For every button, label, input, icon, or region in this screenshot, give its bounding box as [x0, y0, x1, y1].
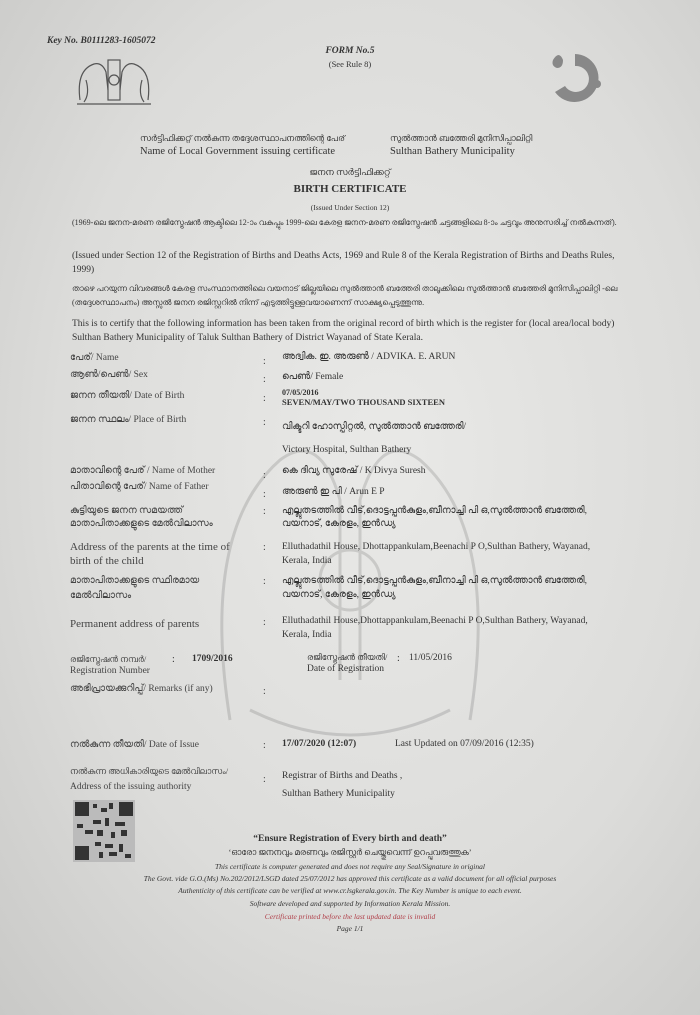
colon: :	[263, 576, 266, 587]
local-gov-value-en: Sulthan Bathery Municipality	[390, 146, 515, 157]
title-ml: ജനന സർട്ടിഫിക്കറ്റ്	[309, 167, 391, 177]
government-seal-watermark-icon	[190, 380, 510, 740]
addr-birth-value-en: Kerala, India	[282, 556, 332, 566]
page-number: Page 1/1	[336, 924, 364, 933]
footer-line: This certificate is computer generated and does not require any Seal/Signature in original	[215, 862, 485, 871]
colon: :	[397, 653, 400, 664]
key-number: Key No. B0111283-1605072	[47, 36, 156, 46]
legal-text-ml: (1969-ലെ ജനന-മരണ രജിസ്ട്രേഷൻ ആക്ടിലെ 12-ാം വകുപ്പും 1999-ലെ കേരള ജനന-മരണ രജിസ്ട്രേഷൻ ചട്ടങ്ങളിലെ 8-ാം ചട്ടവും അനുസരിച്ച് നൽകുന്നത്).	[72, 218, 617, 227]
authority-label-en: Address of the issuing authority	[70, 782, 192, 792]
pob-value-en: Victory Hospital, Sulthan Bathery	[282, 445, 412, 455]
reg-date-label-ml: രജിസ്ട്രേഷൻ തീയതി/	[307, 652, 388, 662]
form-number: FORM No.5	[325, 46, 375, 56]
addr-birth-label-en: birth of the child	[70, 555, 144, 567]
invalid-warning: Certificate printed before the last updated date is invalid	[264, 912, 436, 921]
slogan-ml: ‘ഓരോ ജനനവും മരണവും രജിസ്റ്റർ ചെയ്തുവെന്ന് ഉറപ്പുവരുത്തുക’	[228, 847, 472, 857]
addr-birth-value-en: Elluthadathil House, Dhottappankulam,Beenachi P O,Sulthan Bathery, Wayanad,	[282, 542, 591, 552]
colon: :	[263, 470, 266, 481]
addr-perm-value-en: Kerala, India	[282, 630, 332, 640]
page-title: BIRTH CERTIFICATE	[293, 183, 407, 195]
father-value: അരുൺ ഇ പി / Arun E P	[282, 487, 385, 497]
ikm-logo-icon	[545, 48, 607, 106]
colon: :	[263, 542, 266, 553]
colon: :	[263, 417, 266, 428]
dob-words: SEVEN/MAY/TWO THOUSAND SIXTEEN	[282, 397, 445, 407]
footer-line: Authenticity of this certificate can be verified at www.cr.lsgkerala.gov.in. The Key Number is unique to each event.	[178, 886, 522, 895]
issue-date-label: നൽകുന്ന തീയതി/ Date of Issue	[70, 740, 200, 750]
slogan-en: “Ensure Registration of Every birth and death”	[253, 834, 447, 844]
addr-birth-value-ml: എല്ലുതടത്തിൽ വീട്,ദൊട്ടപ്പൻകുളം,ബീനാച്ചി പി ഒ,സുൽത്താൻ ബത്തേരി,	[282, 506, 587, 516]
dob-value: 07/05/2016	[282, 388, 319, 397]
addr-perm-label-ml: മേൽവിലാസം	[70, 591, 132, 601]
reg-date-value: 11/05/2016	[409, 653, 452, 663]
issued-under: (Issued Under Section 12)	[310, 203, 390, 212]
local-gov-label-en: Name of Local Government issuing certificate	[140, 146, 336, 157]
reg-date-label-en: Date of Registration	[307, 664, 385, 674]
addr-birth-label-en: Address of the parents at the time of	[70, 541, 230, 553]
colon: :	[172, 654, 175, 665]
local-gov-label-ml: സർട്ടിഫിക്കറ്റ് നൽകുന്ന തദ്ദേശസ്ഥാപനത്തിന്റെ പേര്	[140, 133, 345, 143]
last-updated: Last Updated on 07/09/2016 (12:35)	[395, 739, 534, 749]
addr-birth-label-ml: കുട്ടിയുടെ ജനന സമയത്ത്	[70, 506, 183, 516]
mother-label: മാതാവിന്റെ പേര് / Name of Mother	[70, 466, 216, 476]
legal-text-en: (Issued under Section 12 of the Registration of Births and Deaths Acts, 1969 and Rule 8 of the Kerala Registration of Births and Deaths Rules, 1999)	[72, 251, 615, 275]
certify-text-en: This is to certify that the following information has been taken from the original record of birth which is the register for (local area/local body) Sulthan Bathery Municipality of Taluk Sulthan Bathery of District Wayanad of State Kerala.	[72, 319, 615, 343]
addr-birth-value-ml: വയനാട്, കേരളം, ഇൻഡ്യ	[282, 519, 396, 529]
mother-value: കെ ദിവ്യ സുരേഷ് / K Divya Suresh	[282, 466, 426, 476]
name-value: അദ്വിക. ഇ. അരുൺ / ADVIKA. E. ARUN	[282, 352, 456, 362]
sex-label: ആൺ/പെൺ/ Sex	[70, 370, 148, 380]
footer-line: Software developed and supported by Information Kerala Mission.	[249, 899, 451, 908]
colon: :	[263, 686, 266, 697]
colon: :	[263, 774, 266, 785]
certify-text-ml: താഴെ പറയുന്ന വിവരങ്ങൾ കേരള സംസ്ഥാനത്തിലെ വയനാട് ജില്ലയിലെ സുൽത്താൻ ബത്തേരി താലൂക്കിലെ സുൽത്താൻ ബത്തേരി മുനിസിപ്പാലിറ്റി -ലെ (തദ്ദേശസ്ഥാപനം) അസ്സൽ ജനന രജിസ്റ്ററിൽ നിന്ന് എടുത്തിട്ടുള്ളവയാണെന്ന് സാക്ഷ്യപ്പെടുത്തുന്നു.	[72, 284, 618, 307]
authority-value: Registrar of Births and Deaths ,	[282, 771, 403, 781]
footer-line: The Govt. vide G.O.(Ms) No.202/2012/LSGD dated 25/07/2012 has approved this certificate as a valid document for all official purposes	[143, 874, 557, 883]
local-gov-value-ml: സുൽത്താൻ ബത്തേരി മുനിസിപ്പാലിറ്റി	[390, 133, 533, 143]
colon: :	[263, 374, 266, 385]
colon: :	[263, 489, 266, 500]
pob-value-ml: വിക്ടറി ഹോസ്പിറ്റൽ, സുൽത്താൻ ബത്തേരി/	[282, 422, 467, 432]
issue-date-value: 17/07/2020 (12:07)	[282, 739, 357, 749]
addr-perm-value-ml: വയനാട്, കേരളം, ഇൻഡ്യ	[282, 590, 396, 600]
colon: :	[263, 740, 266, 751]
see-rule: (See Rule 8)	[328, 59, 372, 69]
father-label: പിതാവിന്റെ പേര്/ Name of Father	[70, 482, 209, 492]
remarks-label: അഭിപ്രായക്കുറിപ്പ്/ Remarks (if any)	[70, 684, 213, 694]
addr-perm-label-en: Permanent address of parents	[70, 618, 200, 630]
reg-no-label-ml: രജിസ്ട്രേഷൻ നമ്പർ/	[70, 654, 147, 664]
authority-label-ml: നൽകുന്ന അധികാരിയുടെ മേൽവിലാസം/	[70, 766, 229, 776]
colon: :	[263, 393, 266, 404]
addr-perm-value-en: Elluthadathil House,Dhottappankulam,Beenachi P O,Sulthan Bathery, Wayanad,	[282, 616, 588, 626]
addr-perm-value-ml: എല്ലുതടത്തിൽ വീട്,ദൊട്ടപ്പൻകുളം,ബീനാച്ചി പി ഒ,സുൽത്താൻ ബത്തേരി,	[282, 576, 587, 586]
reg-no-value: 1709/2016	[192, 654, 233, 664]
addr-perm-label-ml: മാതാപിതാക്കളുടെ സ്ഥിരമായ	[70, 576, 200, 586]
colon: :	[263, 506, 266, 517]
addr-birth-label-ml: മാതാപിതാക്കളുടെ മേൽവിലാസം	[70, 519, 213, 529]
authority-value: Sulthan Bathery Municipality	[282, 789, 395, 799]
colon: :	[263, 356, 266, 367]
reg-no-label-en: Registration Number	[70, 666, 150, 676]
sex-value: പെൺ/ Female	[282, 372, 344, 382]
dob-label: ജനന തീയതി/ Date of Birth	[70, 391, 185, 401]
name-label: പേര്/ Name	[70, 353, 119, 363]
colon: :	[263, 617, 266, 628]
pob-label: ജനന സ്ഥലം/ Place of Birth	[70, 415, 187, 425]
